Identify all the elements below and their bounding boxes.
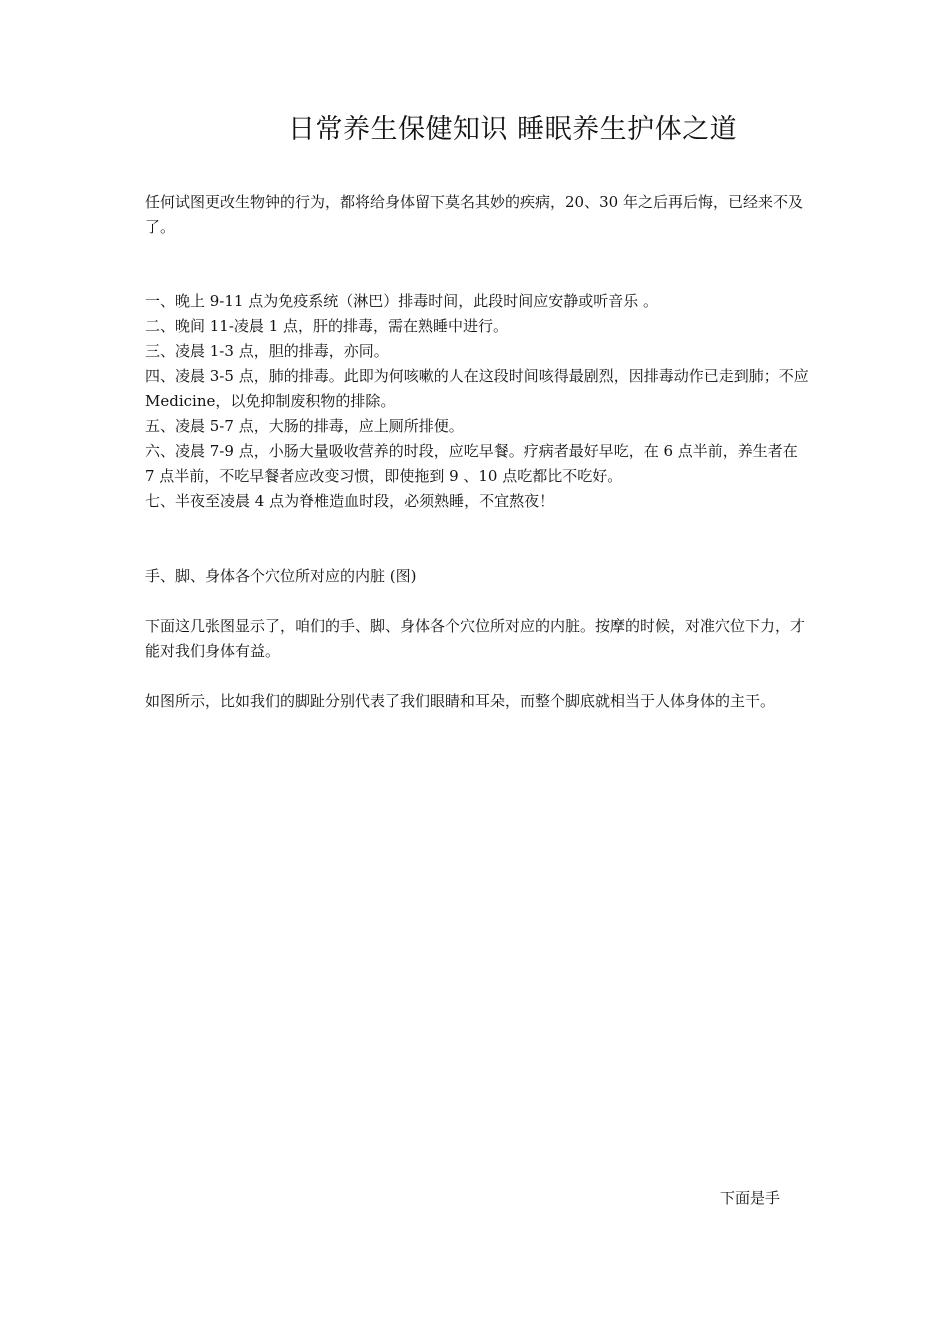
list-item: 一、晚上 9-11 点为免疫系统（淋巴）排毒时间，此段时间应安静或听音乐 。 [145,292,659,310]
list-item: 七、半夜至凌晨 4 点为脊椎造血时段，必须熟睡，不宜熬夜！ [145,492,555,510]
list-item: 六、凌晨 7-9 点，小肠大量吸收营养的时段，应吃早餐。疗病者最好早吃，在 6 点半前，养生者在 7 点半前，不吃早餐者应改变习惯，即使拖到 9 、10 点吃都比不吃好。 [145,442,798,485]
intro-paragraph: 任何试图更改生物钟的行为，都将给身体留下莫名其妙的疾病，20、30 年之后再后悔，已经来不及了。 [145,193,803,236]
detox-schedule-list [145,289,809,514]
list-item: 四、凌晨 3-5 点，肺的排毒。此即为何咳嗽的人在这段时间咳得最剧烈，因排毒动作已走到肺；不应 Medicine，以免抑制废积物的排除。 [145,367,809,410]
section-description: 下面这几张图显示了，咱们的手、脚、身体各个穴位所对应的内脏。按摩的时候，对准穴位下力，才能对我们身体有益。 [145,617,806,660]
page-title: 日常养生保健知识 睡眠养生护体之道 [288,114,738,145]
list-item: 五、凌晨 5-7 点，大肠的排毒，应上厕所排便。 [145,417,464,435]
list-item: 三、凌晨 1-3 点，胆的排毒，亦同。 [145,342,389,360]
list-item: 二、晚间 11-凌晨 1 点，肝的排毒，需在熟睡中进行。 [145,317,509,335]
section-description: 如图所示，比如我们的脚趾分别代表了我们眼睛和耳朵，而整个脚底就相当于人体身体的主干。 [145,692,776,710]
footer-note: 下面是手 [720,1189,781,1207]
section-heading: 手、脚、身体各个穴位所对应的内脏 (图) [145,567,417,585]
